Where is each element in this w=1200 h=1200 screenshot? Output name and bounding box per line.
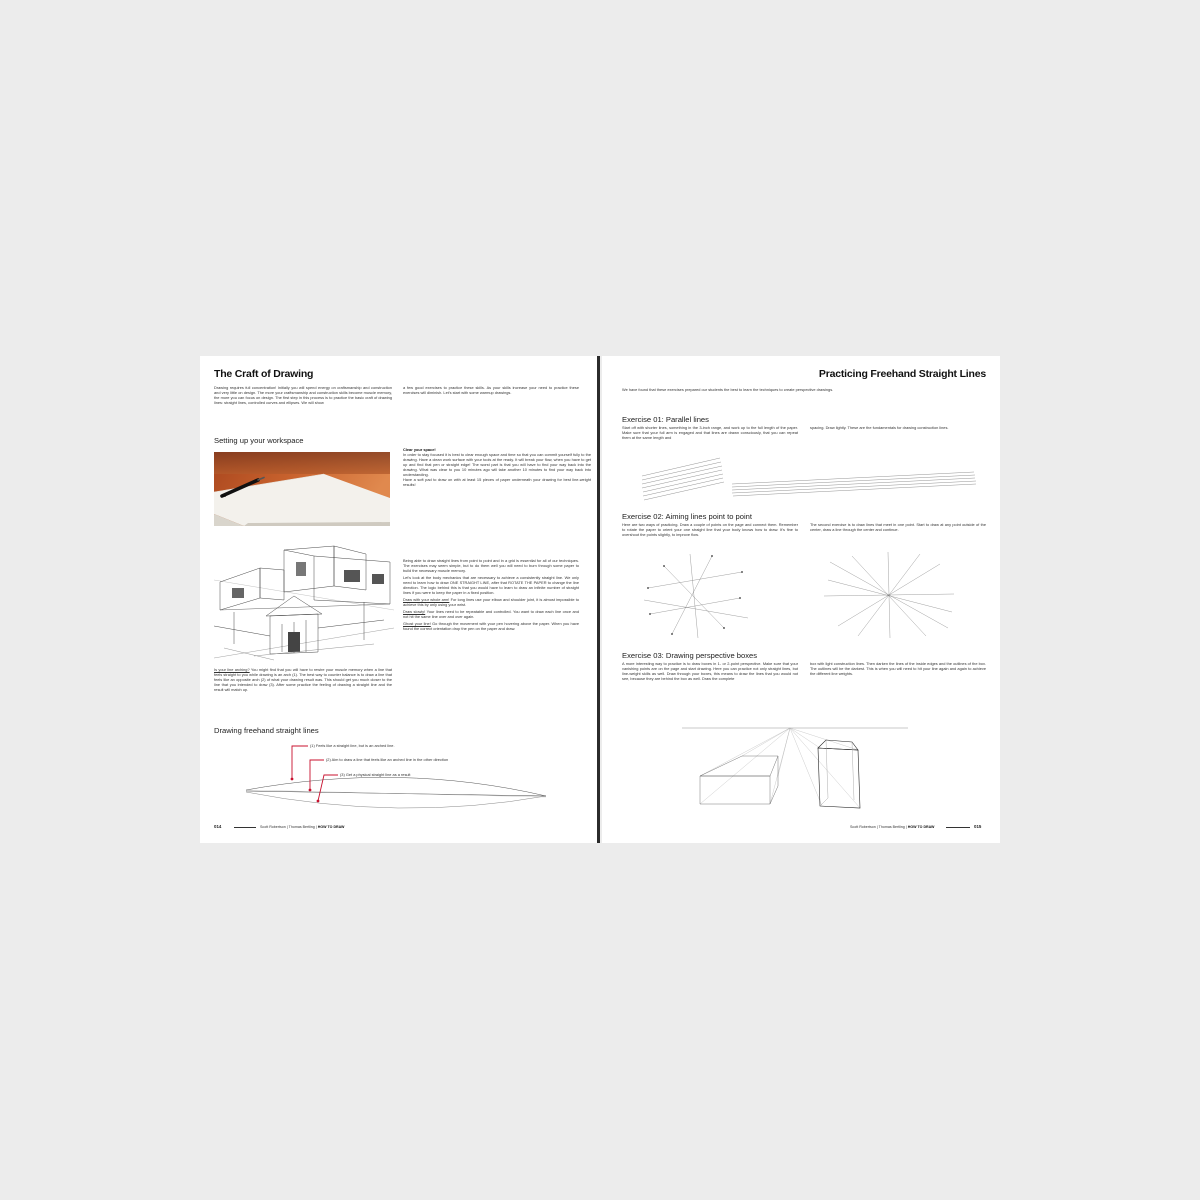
arched-lines-diagram <box>200 356 598 843</box>
right-page-number: 015 <box>974 824 982 829</box>
exercise-2-column-1: Here are two ways of practicing. Draw a couple of points on the page and connect them. Remember to rotate the paper to orient your one straight line that your body knows how to draw. It's fine to overshoot the points slightly, to improve flow. <box>622 522 798 537</box>
exercise-1-column-2: spacing. Draw lightly. These are the fundamentals for drawing construction lines. <box>810 425 949 430</box>
right-footer-rule <box>946 827 970 828</box>
callout-1: (1) Feels like a straight line, but is an arched line. <box>310 743 395 748</box>
right-footer-credit <box>850 825 934 829</box>
workspace-text: In order to stay focused it is best to clear enough space and time so that you can commit yourself fully to the drawing. Have a clean work surface with your tools at the ready. It will break your flow, when you have to get up and find that pen or straight edge! The worst part is that you will have to find your way back into the drawing. What was clear to you 10 minutes ago will take another 10 minutes to find your way back into understanding. <box>403 452 591 477</box>
exercise-1-column-1: Start off with shorter lines, something in the 3-inch range, and work up to the full length of the paper. Make sure that your full arm is engaged and that lines are drawn consciously, that you can repeat them at the same length and <box>622 425 798 440</box>
draw-slowly-lead: Draw slowly! <box>403 609 426 614</box>
book-spread <box>200 356 1000 843</box>
left-footer-credit <box>260 825 344 829</box>
exercise-2-heading: Exercise 02: Aiming lines point to point <box>622 512 753 521</box>
ghost-line-text: Go through the movement with your pen hovering above the paper. When you have found the correct orientation drop the pen on the paper and draw. <box>403 621 579 631</box>
callout-3: (3) Get a physical straight line as a result <box>340 772 411 777</box>
draw-slowly-text: Your lines need to be repeatable and controlled. You want to draw each line once and not hit the same line over and over again. <box>403 609 579 619</box>
body-paragraph-1: Being able to draw straight lines from point to point and in a grid is essential for all of our techniques. The exercises may seem simple, but to do them well you will need to burn through some paper to build the necessary muscle memory. <box>403 558 579 573</box>
right-credit-book: HOW TO DRAW <box>907 825 935 829</box>
right-page <box>602 356 1000 843</box>
exercise-2-column-2: The second exercise is to draw lines that meet in one point. Start to draw at any point outside of the center, draw a line through the center and continue. <box>810 522 986 532</box>
exercise-3-heading: Exercise 03: Drawing perspective boxes <box>622 651 758 660</box>
workspace-text-2: Have a soft pad to draw on with at least 15 pieces of paper underneath your drawing for best line-weight results! <box>403 477 591 487</box>
exercise-3-column-2: box with light construction lines. Then darken the lines of the inside edges and the outlines of the box. The outlines will be the darkest. This is when you will need to hit your line again and again to achieve the different line weights. <box>810 661 986 676</box>
freehand-heading: Drawing freehand straight lines <box>214 726 319 735</box>
workspace-heading: Setting up your workspace <box>214 436 304 445</box>
left-footer-rule <box>234 827 256 828</box>
whole-arm-text: For long lines use your elbow and shoulder joint, it is almost impossible to achieve this by only using your wrist. <box>403 597 579 607</box>
left-page-number: 014 <box>214 824 222 829</box>
callout-2: (2) Aim to draw a line that feels like an arched line in the other direction <box>326 757 449 762</box>
whole-arm-lead: Draw with your whole arm! <box>403 597 450 602</box>
ghost-line-lead: Ghost your line! <box>403 621 431 626</box>
exercise-3-column-1: A more interesting way to practice is to draw boxes in 1- or 2-point perspective. Make sure that your vanishing points are on the page and start drawing. Here you can practice not only straight lines, but line-weight skills as well. Draw through your boxes, this means to draw the lines that you would not see, because they are behind the box as well. Draw the complete <box>622 661 798 681</box>
left-page-title: The Craft of Drawing <box>214 368 314 380</box>
page-gutter <box>597 356 600 843</box>
right-page-title: Practicing Freehand Straight Lines <box>818 368 986 380</box>
left-credit-authors: Scott Robertson | Thomas Bertling | <box>260 825 318 829</box>
perspective-boxes-sketch <box>602 356 1000 843</box>
intro-column-1: Drawing requires full concentration! Initially you will spend energy on craftsmanship and construction and very little on design. The more your craftsmanship and construction skills become muscle memory, the more you can focus on design. The first step in this process is to practice the basic craft of drawing lines: straight lines, controlled curves and ellipses. We will show <box>214 385 392 405</box>
body-paragraph-2: Let's look at the body mechanics that are necessary to achieve a consistently straight line. We only need to learn how to draw ONE STRAIGHT LINE, after that ROTATE THE PAPER to change the line direction. The logic behind this is that you would have to learn to draw an infinite number of straight lines if you were to keep the paper in a fixed position. <box>403 575 579 595</box>
right-intro: We have found that these exercises prepared our students the best to learn the techniques to create perspective drawings. <box>622 387 834 392</box>
right-credit-authors: Scott Robertson | Thomas Bertling | <box>850 825 908 829</box>
exercise-1-heading: Exercise 01: Parallel lines <box>622 415 709 424</box>
arching-text: You might find that you will have to rewire your muscle memory when a line that feels straight to you while drawing is an arch (1). The best way to counter balance is to draw a line that feels like an opposite arch (2) of what your drawing result was. This should get you much closer to the line that you intended to draw (3). After some practice the feeling of drawing a straight line and the result will match up. <box>214 667 392 692</box>
workspace-lead: Clear your space! <box>403 447 436 452</box>
left-page <box>200 356 598 843</box>
intro-column-2: a few good exercises to practice these skills. As your skills increase your need to practice these exercises will diminish. Let's start with some warmup drawings. <box>403 385 579 395</box>
arching-lead: Is your line arching? <box>214 667 250 672</box>
left-credit-book: HOW TO DRAW <box>317 825 345 829</box>
